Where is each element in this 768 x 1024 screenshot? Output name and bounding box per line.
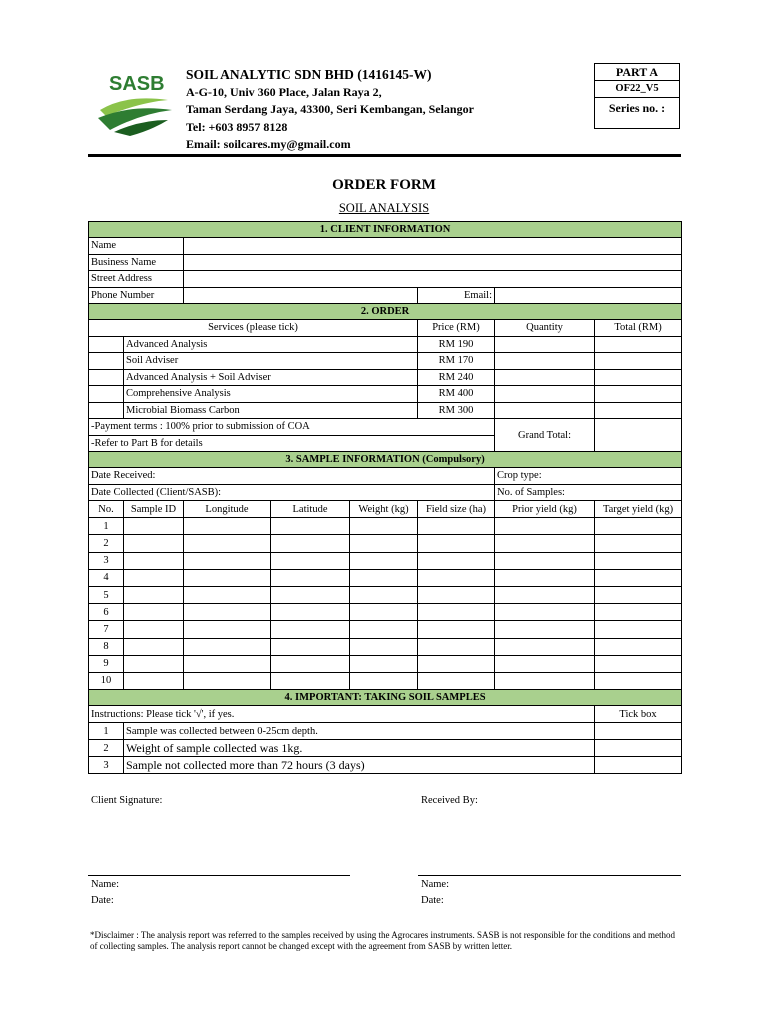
payment-terms: -Payment terms : 100% prior to submission of COA: [89, 419, 495, 436]
sample-row-number: 6: [89, 604, 124, 621]
page-subtitle: SOIL ANALYSIS: [338, 201, 430, 215]
sample-cell[interactable]: [271, 586, 350, 603]
sample-cell[interactable]: [184, 655, 271, 672]
sample-cell[interactable]: [495, 535, 595, 552]
sample-cell[interactable]: [350, 569, 418, 586]
important-item-text: Sample not collected more than 72 hours (3 days): [124, 757, 595, 774]
sample-row-number: 1: [89, 518, 124, 535]
price-header: Price (RM): [418, 320, 495, 337]
sample-cell[interactable]: [495, 569, 595, 586]
tick-box-header: Tick box: [595, 706, 682, 723]
client-section-heading: 1. CLIENT INFORMATION: [89, 222, 682, 238]
sample-cell[interactable]: [418, 655, 495, 672]
sample-cell[interactable]: [124, 569, 184, 586]
company-info: [186, 66, 474, 154]
sample-cell[interactable]: [350, 604, 418, 621]
sample-cell[interactable]: [350, 672, 418, 689]
sample-cell[interactable]: [184, 586, 271, 603]
sample-cell[interactable]: [124, 621, 184, 638]
sample-cell[interactable]: [124, 638, 184, 655]
important-tick-box[interactable]: [595, 740, 682, 757]
address-line-2: Taman Serdang Jaya, 43300, Seri Kembangan, Selangor: [186, 102, 474, 116]
sample-cell[interactable]: [271, 569, 350, 586]
sample-cell[interactable]: [495, 672, 595, 689]
phone-number-label: Phone Number: [89, 287, 184, 304]
sample-cell[interactable]: [595, 518, 682, 535]
sample-cell[interactable]: [595, 569, 682, 586]
sasb-logo: [96, 70, 176, 138]
sample-cell[interactable]: [418, 586, 495, 603]
sample-rows: [89, 518, 682, 690]
company-tel: Tel: +603 8957 8128: [186, 119, 288, 134]
order-section-heading: 2. ORDER: [89, 304, 682, 320]
address-line-1: A-G-10, Univ 360 Place, Jalan Raya 2,: [186, 84, 382, 99]
sample-cell[interactable]: [350, 621, 418, 638]
important-tick-box[interactable]: [595, 723, 682, 740]
quantity-field[interactable]: [495, 336, 595, 353]
part-label: PART A: [595, 64, 679, 81]
sample-row-number: 7: [89, 621, 124, 638]
sample-cell[interactable]: [350, 518, 418, 535]
series-number: Series no. :: [608, 101, 666, 115]
quantity-field[interactable]: [495, 402, 595, 419]
sample-section-heading: 3. SAMPLE INFORMATION (Compulsory): [89, 452, 682, 468]
phone-number-field[interactable]: [184, 287, 418, 304]
page-title: ORDER FORM: [332, 177, 436, 193]
sample-cell[interactable]: [184, 604, 271, 621]
service-price: RM 400: [418, 386, 495, 403]
important-item-number: 2: [89, 740, 124, 757]
total-header: Total (RM): [595, 320, 682, 337]
sample-cell[interactable]: [418, 604, 495, 621]
sample-cell[interactable]: [495, 604, 595, 621]
sample-cell[interactable]: [271, 638, 350, 655]
disclaimer-text: *Disclaimer : The analysis report was referred to the samples received by using the Agrocares instruments. SASB is not responsible for the conditions and method of collecting samples. The analysis report cannot be changed except with the agreement from SASB by written letter.: [90, 930, 675, 951]
sample-cell[interactable]: [184, 518, 271, 535]
name-field[interactable]: [184, 238, 682, 255]
sample-cell[interactable]: [595, 672, 682, 689]
no-of-samples-field[interactable]: No. of Samples:: [495, 484, 682, 501]
receiver-date-field[interactable]: Date:: [421, 895, 444, 906]
sample-row-number: 8: [89, 638, 124, 655]
sample-cell[interactable]: [595, 535, 682, 552]
sample-cell[interactable]: [124, 604, 184, 621]
company-name: SOIL ANALYTIC SDN BHD (1416145-W): [186, 67, 432, 82]
client-date-field[interactable]: Date:: [91, 895, 114, 906]
quantity-field[interactable]: [495, 369, 595, 386]
sample-row-number: 5: [89, 586, 124, 603]
sample-cell[interactable]: [418, 535, 495, 552]
service-name: Soil Adviser: [124, 353, 418, 370]
sample-cell[interactable]: [124, 586, 184, 603]
sample-cell[interactable]: [595, 621, 682, 638]
sample-cell[interactable]: [418, 552, 495, 569]
email-label: Email:: [418, 287, 495, 304]
services-header: Services (please tick): [89, 320, 418, 337]
col-weight: Weight (kg): [350, 501, 418, 518]
sample-cell[interactable]: [495, 638, 595, 655]
quantity-field[interactable]: [495, 386, 595, 403]
client-signature-label: Client Signature:: [91, 795, 163, 806]
total-field[interactable]: [595, 402, 682, 419]
important-item-number: 3: [89, 757, 124, 774]
total-field[interactable]: [595, 353, 682, 370]
service-price: RM 170: [418, 353, 495, 370]
sample-cell[interactable]: [124, 552, 184, 569]
col-no: No.: [89, 501, 124, 518]
sample-cell[interactable]: [350, 655, 418, 672]
sample-cell[interactable]: [124, 655, 184, 672]
total-field[interactable]: [595, 386, 682, 403]
service-tick-box[interactable]: [89, 369, 124, 386]
service-price: RM 190: [418, 336, 495, 353]
sample-cell[interactable]: [271, 621, 350, 638]
sample-cell[interactable]: [495, 518, 595, 535]
date-collected-field[interactable]: Date Collected (Client/SASB):: [89, 484, 495, 501]
important-item-text: Sample was collected between 0-25cm depth.: [124, 723, 595, 740]
service-tick-box[interactable]: [89, 402, 124, 419]
header-divider: [88, 154, 681, 157]
client-signature-line[interactable]: [88, 875, 350, 876]
total-field[interactable]: [595, 369, 682, 386]
sample-row-number: 10: [89, 672, 124, 689]
important-item-number: 1: [89, 723, 124, 740]
sample-cell[interactable]: [350, 535, 418, 552]
crop-type-field[interactable]: Crop type:: [495, 468, 682, 485]
sample-cell[interactable]: [350, 638, 418, 655]
sample-cell[interactable]: [595, 655, 682, 672]
service-tick-box[interactable]: [89, 386, 124, 403]
sample-cell[interactable]: [271, 552, 350, 569]
business-name-label: Business Name: [89, 254, 184, 271]
sample-cell[interactable]: [495, 586, 595, 603]
sample-cell[interactable]: [184, 535, 271, 552]
sample-cell[interactable]: [595, 552, 682, 569]
col-longitude: Longitude: [184, 501, 271, 518]
sample-cell[interactable]: [350, 552, 418, 569]
sample-cell[interactable]: [595, 638, 682, 655]
quantity-field[interactable]: [495, 353, 595, 370]
sample-row-number: 3: [89, 552, 124, 569]
business-name-field[interactable]: [184, 254, 682, 271]
grand-total-field[interactable]: [595, 419, 682, 452]
receiver-signature-line[interactable]: [418, 875, 681, 876]
important-item-text: Weight of sample collected was 1kg.: [124, 740, 595, 757]
sample-cell[interactable]: [271, 604, 350, 621]
col-sample-id: Sample ID: [124, 501, 184, 518]
form-code: OF22_V5: [595, 81, 679, 98]
street-address-label: Street Address: [89, 271, 184, 288]
refer-part-b: -Refer to Part B for details: [89, 435, 495, 452]
sample-cell[interactable]: [495, 621, 595, 638]
sample-cell[interactable]: [595, 586, 682, 603]
important-section-heading: 4. IMPORTANT: TAKING SOIL SAMPLES: [89, 690, 682, 706]
sample-row-number: 4: [89, 569, 124, 586]
sample-row-number: 9: [89, 655, 124, 672]
receiver-name-field[interactable]: Name:: [421, 879, 449, 890]
service-price: RM 240: [418, 369, 495, 386]
col-prior-yield: Prior yield (kg): [495, 501, 595, 518]
sample-cell[interactable]: [418, 672, 495, 689]
email-field[interactable]: [495, 287, 682, 304]
sample-cell[interactable]: [495, 552, 595, 569]
important-tick-box[interactable]: [595, 757, 682, 774]
sample-cell[interactable]: [418, 621, 495, 638]
instructions-text: Instructions: Please tick '√', if yes.: [89, 706, 595, 723]
sample-cell[interactable]: [418, 569, 495, 586]
service-name: Advanced Analysis: [124, 336, 418, 353]
name-label: Name: [89, 238, 184, 255]
order-form-table: [88, 221, 682, 774]
sample-cell[interactable]: [418, 518, 495, 535]
sample-cell[interactable]: [184, 672, 271, 689]
service-name: Comprehensive Analysis: [124, 386, 418, 403]
company-email: Email: soilcares.my@gmail.com: [186, 137, 351, 151]
sample-cell[interactable]: [595, 604, 682, 621]
col-field-size: Field size (ha): [418, 501, 495, 518]
date-received-field[interactable]: Date Received:: [89, 468, 495, 485]
sample-cell[interactable]: [271, 672, 350, 689]
sample-cell[interactable]: [350, 586, 418, 603]
col-target-yield: Target yield (kg): [595, 501, 682, 518]
quantity-header: Quantity: [495, 320, 595, 337]
sample-cell[interactable]: [418, 638, 495, 655]
service-name: Microbial Biomass Carbon: [124, 402, 418, 419]
sample-cell[interactable]: [495, 655, 595, 672]
client-name-field[interactable]: Name:: [91, 879, 119, 890]
sample-row-number: 2: [89, 535, 124, 552]
sample-cell[interactable]: [271, 655, 350, 672]
col-latitude: Latitude: [271, 501, 350, 518]
logo-text: SASB: [109, 73, 165, 95]
sample-cell[interactable]: [271, 518, 350, 535]
sample-cell[interactable]: [184, 569, 271, 586]
sample-cell[interactable]: [124, 672, 184, 689]
service-tick-box[interactable]: [89, 336, 124, 353]
sample-cell[interactable]: [184, 552, 271, 569]
sample-cell[interactable]: [184, 638, 271, 655]
sample-cell[interactable]: [271, 535, 350, 552]
sample-cell[interactable]: [184, 621, 271, 638]
street-address-field[interactable]: [184, 271, 682, 288]
sample-cell[interactable]: [124, 518, 184, 535]
service-name: Advanced Analysis + Soil Adviser: [124, 369, 418, 386]
grand-total-label: Grand Total:: [495, 419, 595, 452]
sample-cell[interactable]: [124, 535, 184, 552]
service-price: RM 300: [418, 402, 495, 419]
part-box: [594, 63, 680, 129]
received-by-label: Received By:: [421, 795, 478, 806]
total-field[interactable]: [595, 336, 682, 353]
service-tick-box[interactable]: [89, 353, 124, 370]
